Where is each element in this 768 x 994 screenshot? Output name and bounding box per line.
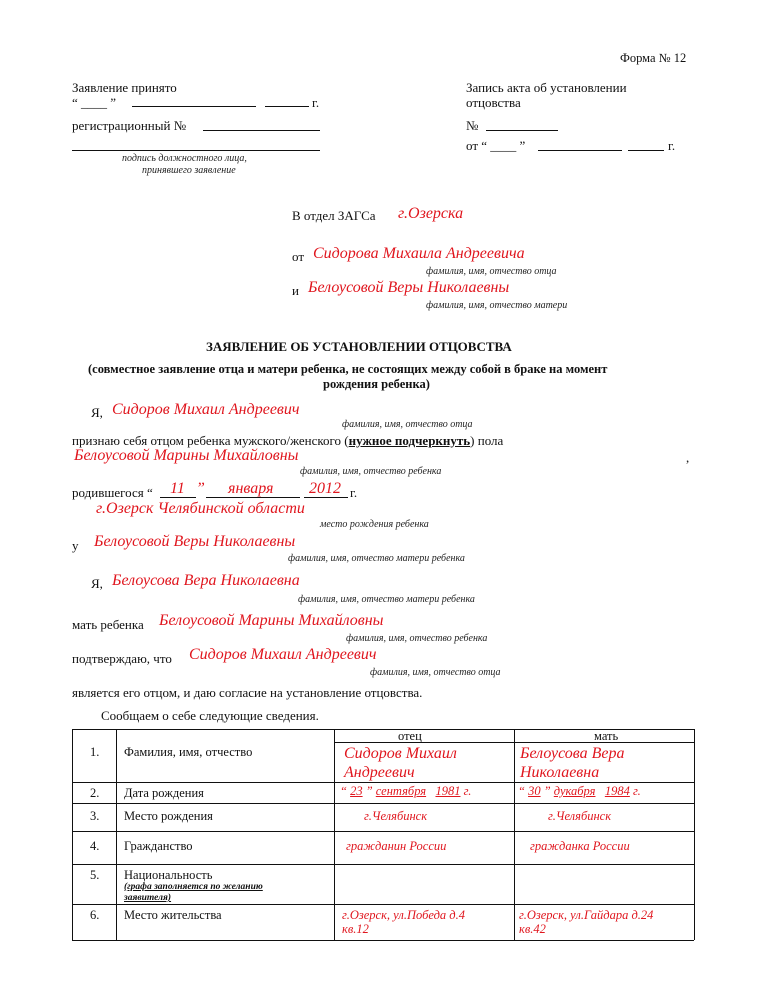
at-label: у bbox=[72, 538, 79, 553]
row-4-mother: гражданка России bbox=[530, 839, 630, 853]
table-vline-1 bbox=[116, 729, 117, 940]
father-caption: фамилия, имя, отчество отца bbox=[426, 266, 557, 277]
row-2-label: Дата рождения bbox=[124, 786, 204, 800]
row-5-num: 5. bbox=[90, 868, 100, 882]
row-2-mother-day: 30 bbox=[528, 784, 541, 798]
row-6-num: 6. bbox=[90, 908, 100, 922]
birth-place: г.Озерск Челябинской области bbox=[96, 500, 305, 517]
child-caption: фамилия, имя, отчество ребенка bbox=[300, 466, 442, 477]
record-label-2: отцовства bbox=[466, 95, 521, 110]
page-title: ЗАЯВЛЕНИЕ ОБ УСТАНОВЛЕНИИ ОТЦОВСТВА bbox=[206, 339, 512, 354]
record-number-label: № bbox=[466, 118, 479, 133]
row-6-father-1: г.Озерск, ул.Победа д.4 bbox=[342, 908, 466, 922]
mother-of-label: мать ребенка bbox=[72, 617, 144, 632]
col-mother-header: мать bbox=[594, 729, 619, 743]
born-quote: ” bbox=[196, 480, 205, 497]
row-1-mother-2: Николаевна bbox=[520, 764, 600, 781]
row-2-father-qc: ” bbox=[365, 784, 373, 798]
accepted-date-quote: “ ____ ” bbox=[72, 95, 117, 110]
record-month-line bbox=[538, 150, 622, 151]
table-vline-3 bbox=[514, 729, 515, 940]
row-6-father-2: кв.12 bbox=[342, 922, 369, 936]
row-4-num: 4. bbox=[90, 839, 100, 853]
accepted-label: Заявление принято bbox=[72, 80, 177, 95]
row-3-mother: г.Челябинск bbox=[548, 809, 612, 823]
table-row4-line bbox=[72, 864, 694, 865]
accepted-year-line bbox=[265, 106, 309, 107]
row-1-label: Фамилия, имя, отчество bbox=[124, 745, 253, 759]
row-1-mother-1: Белоусова Вера bbox=[520, 745, 625, 762]
col-father-header: отец bbox=[398, 729, 422, 743]
recognize-text-1: признаю себя отцом ребенка мужского/женского ( bbox=[72, 433, 349, 448]
child-genitive-2: Белоусовой Марины Михайловны bbox=[159, 612, 384, 629]
table-row5-line bbox=[72, 904, 694, 905]
father-caption-2: фамилия, имя, отчество отца bbox=[370, 667, 501, 678]
row-2-mother-date bbox=[518, 784, 641, 799]
record-year-suffix: г. bbox=[668, 138, 676, 153]
signature-line bbox=[72, 150, 320, 151]
row-2-father-qo: “ bbox=[340, 784, 347, 798]
table-row2-line bbox=[72, 803, 694, 804]
row-6-mother-2: кв.42 bbox=[519, 922, 546, 936]
row-6-mother-1: г.Озерск, ул.Гайдара д.24 bbox=[519, 908, 654, 922]
subtitle-2: рождения ребенка) bbox=[323, 377, 430, 391]
row-3-num: 3. bbox=[90, 809, 100, 823]
row-2-mother-year: 1984 bbox=[604, 784, 630, 798]
born-year: 2012 bbox=[309, 480, 341, 497]
record-number-line bbox=[486, 130, 558, 131]
inform-text: Сообщаем о себе следующие сведения. bbox=[101, 708, 319, 723]
accepted-month-line bbox=[132, 106, 256, 107]
child-genitive: Белоусовой Марины Михайловны bbox=[74, 447, 299, 464]
form-number: Форма № 12 bbox=[620, 51, 687, 65]
row-2-father-date bbox=[340, 784, 471, 799]
signature-caption-2: принявшего заявление bbox=[142, 165, 236, 176]
row-2-mother-qo: “ bbox=[518, 784, 525, 798]
father-name: Сидоров Михаил Андреевич bbox=[112, 401, 300, 418]
row-1-father-2: Андреевич bbox=[344, 764, 415, 781]
to-label: В отдел ЗАГСа bbox=[292, 208, 376, 223]
row-1-father-1: Сидоров Михаил bbox=[344, 745, 457, 762]
born-year-suffix: г. bbox=[350, 485, 358, 500]
birth-place-caption: место рождения ребенка bbox=[320, 519, 429, 530]
reg-number-label: регистрационный № bbox=[72, 118, 187, 133]
table-row3-line bbox=[72, 831, 694, 832]
father-name-caption: фамилия, имя, отчество отца bbox=[342, 419, 473, 430]
row-4-label: Гражданство bbox=[124, 839, 193, 853]
mother-name: Белоусова Вера Николаевна bbox=[112, 572, 300, 589]
table-vline-4 bbox=[694, 729, 695, 940]
table-vline-0 bbox=[72, 729, 73, 940]
row-3-label: Место рождения bbox=[124, 809, 213, 823]
child-caption-2: фамилия, имя, отчество ребенка bbox=[346, 633, 488, 644]
born-month: января bbox=[228, 480, 274, 497]
subtitle-1: (совместное заявление отца и матери ребенка, не состоящих между собой в браке на момент bbox=[88, 362, 608, 376]
row-3-father: г.Челябинск bbox=[364, 809, 428, 823]
row-2-num: 2. bbox=[90, 786, 100, 800]
mother-caption: фамилия, имя, отчество матери bbox=[426, 300, 568, 311]
mother-genitive: Белоусовой Веры Николаевны bbox=[308, 279, 510, 296]
row-2-father-g: г. bbox=[463, 784, 472, 798]
confirm-label: подтверждаю, что bbox=[72, 651, 172, 666]
from-label: от bbox=[292, 249, 305, 264]
row-5-note-1: (графа заполняется по желанию bbox=[124, 882, 263, 892]
row-2-mother-month: дукабря bbox=[553, 784, 596, 798]
row-6-label: Место жительства bbox=[124, 908, 222, 922]
record-label-1: Запись акта об установлении bbox=[466, 80, 627, 95]
record-year-line bbox=[628, 150, 664, 151]
table-vline-2 bbox=[334, 729, 335, 940]
mother-name-caption: фамилия, имя, отчество матери ребенка bbox=[298, 594, 475, 605]
table-top-line bbox=[72, 729, 694, 730]
accepted-year-suffix: г. bbox=[312, 95, 320, 110]
i-label: Я, bbox=[91, 405, 103, 420]
father-genitive: Сидорова Михаила Андреевича bbox=[313, 245, 525, 262]
row-5-note-2: заявителя) bbox=[124, 893, 172, 903]
recognize-text-2: ) пола bbox=[470, 433, 504, 448]
recognize-bold: нужное подчеркнуть bbox=[348, 433, 471, 448]
signature-caption-1: подпись должностного лица, bbox=[122, 153, 247, 164]
consent-text: является его отцом, и даю согласие на установление отцовства. bbox=[72, 685, 423, 700]
row-2-father-month: сентября bbox=[375, 784, 427, 798]
and-label: и bbox=[292, 283, 299, 298]
row-5-label: Национальность bbox=[124, 868, 213, 882]
mother-genitive-body: Белоусовой Веры Николаевны bbox=[94, 533, 296, 550]
registry-office-value: г.Озерска bbox=[398, 205, 464, 222]
record-date-quote: от “ ____ ” bbox=[466, 138, 526, 153]
row-2-father-year: 1981 bbox=[435, 784, 461, 798]
row-2-mother-qc: ” bbox=[543, 784, 551, 798]
mother-genitive-caption: фамилия, имя, отчество матери ребенка bbox=[288, 553, 465, 564]
table-row1-line bbox=[72, 782, 694, 783]
row-2-mother-g: г. bbox=[632, 784, 641, 798]
i2-label: Я, bbox=[91, 576, 103, 591]
row-2-father-day: 23 bbox=[350, 784, 363, 798]
born-label: родившегося “ bbox=[72, 485, 153, 500]
comma: , bbox=[686, 450, 690, 465]
row-1-num: 1. bbox=[90, 745, 100, 759]
row-4-father: гражданин России bbox=[346, 839, 447, 853]
reg-number-line bbox=[203, 130, 320, 131]
table-bottom-line bbox=[72, 940, 694, 941]
born-day: 11 bbox=[170, 480, 185, 497]
father-name-2: Сидоров Михаил Андреевич bbox=[189, 646, 377, 663]
